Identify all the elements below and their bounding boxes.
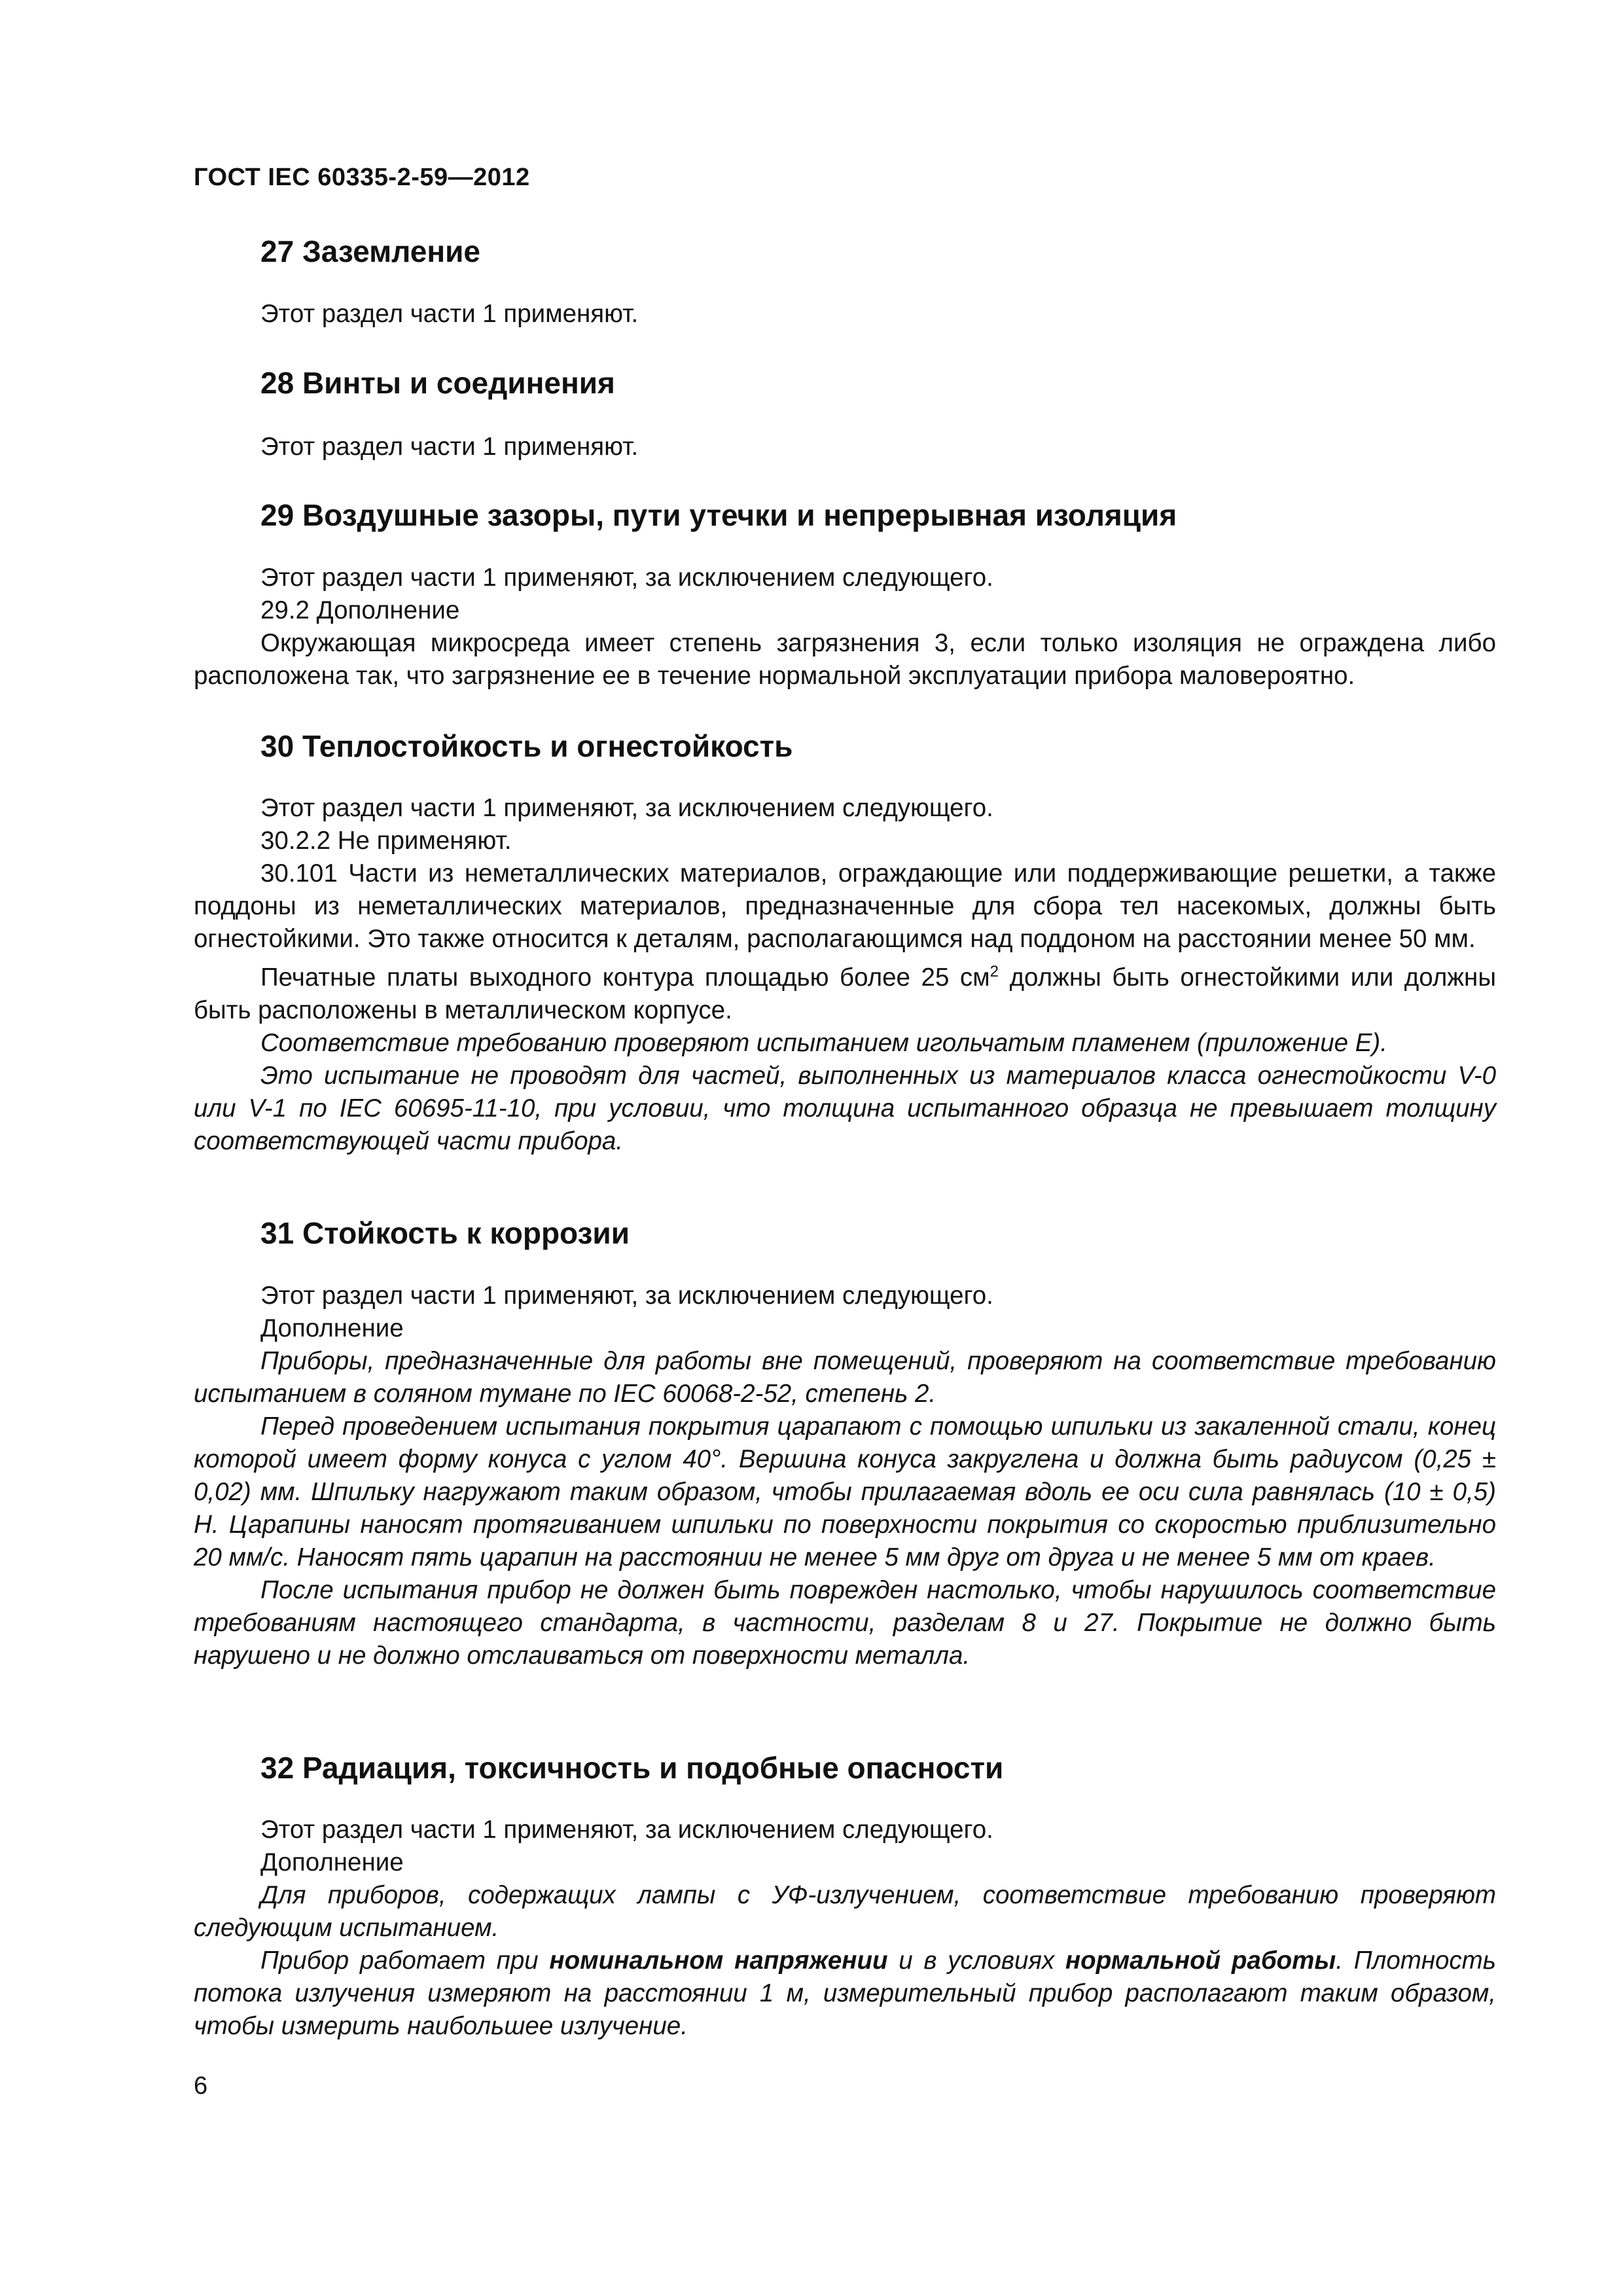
section-28-body [194, 431, 1496, 463]
defined-term: номинальном напряжении [549, 1946, 888, 1975]
paragraph: Для приборов, содержащих лампы с УФ-излучением, соответствие требованию проверяют следующим испытанием. [194, 1881, 1496, 1942]
superscript: 2 [990, 963, 999, 980]
defined-term: нормальной работы [1065, 1946, 1336, 1975]
paragraph: Это испытание не проводят для частей, выполненных из материалов класса огнестойкости V-0 или V-1 по IEC 60695-11-10, при условии, что толщина испытанного образца не превышает толщину соответствующей части прибора. [194, 1061, 1496, 1155]
paragraph: Этот раздел части 1 применяют. [260, 433, 639, 461]
paragraph: Приборы, предназначенные для работы вне помещений, проверяют на соответствие требованию испытанием в соляном тумане по IEC 60068-2-52, степень 2. [194, 1347, 1496, 1408]
paragraph-text: Печатные платы выходного контура площадью более 25 см [260, 963, 990, 992]
paragraph: Этот раздел части 1 применяют, за исключением следующего. [260, 564, 993, 592]
section-29-title: 29 Воздушные зазоры, пути утечки и непрерывная изоляция [260, 498, 1177, 532]
section-29-body [194, 562, 1496, 692]
paragraph: Перед проведением испытания покрытия царапают с помощью шпильки из закаленной стали, конец которой имеет форму конуса с углом 40°. Вершина конуса закруглена и должна быть радиусом (0,25 ± 0,02) мм. Шпильку нагружают таким образом, чтобы прилагаемая вдоль ее оси сила равнялась (10 ± 0,5) Н. Царапины наносят протягиванием шпильки по поверхности покрытия со скоростью приблизительно 20 мм/с. Наносят пять царапин на расстоянии не менее 5 мм друг от друга и не менее 5 мм от краев. [194, 1412, 1496, 1571]
paragraph: Окружающая микросреда имеет степень загрязнения 3, если только изоляция не ограждена либо расположена так, что загрязнение ее в течение нормальной эксплуатации прибора маловероятно. [194, 629, 1496, 690]
section-31-body [194, 1280, 1496, 1672]
paragraph: Соответствие требованию проверяют испытанием игольчатым пламенем (приложение Е). [260, 1028, 1387, 1057]
section-30-title: 30 Теплостойкость и огнестойкость [260, 729, 793, 763]
paragraph: Дополнение [260, 1848, 404, 1876]
paragraph-text: . Плотность потока излучения измеряют на расстоянии 1 м, измерительный прибор располагают таким образом, чтобы измерить наибольшее излучение. [194, 1946, 1496, 2040]
section-32-body [194, 1814, 1496, 2043]
section-32-title: 32 Радиация, токсичность и подобные опасности [260, 1751, 1004, 1785]
section-31-title: 31 Стойкость к коррозии [260, 1216, 630, 1250]
section-30-body [194, 792, 1496, 1158]
paragraph-text: Прибор работает при [260, 1946, 550, 1975]
document-code-header: ГОСТ IEC 60335-2-59—2012 [194, 164, 530, 191]
paragraph: Дополнение [260, 1314, 404, 1342]
paragraph: Этот раздел части 1 применяют, за исключением следующего. [260, 794, 993, 822]
paragraph: 30.101 Части из неметаллических материалов, ограждающие или поддерживающие решетки, а также поддоны из неметаллических материалов, предназначенные для сбора тел насекомых, должны быть огнестойкими. Это также относится к деталям, располагающимся над поддоном на расстоянии менее 50 мм. [194, 859, 1496, 953]
paragraph [194, 1945, 1496, 2043]
section-27-body [194, 298, 1496, 331]
section-28-title: 28 Винты и соединения [260, 366, 615, 400]
paragraph [194, 956, 1496, 1027]
section-27-title: 27 Заземление [260, 234, 481, 268]
paragraph: Этот раздел части 1 применяют, за исключением следующего. [260, 1816, 993, 1844]
paragraph-text: и в условиях [887, 1946, 1065, 1975]
paragraph: Этот раздел части 1 применяют, за исключением следующего. [260, 1282, 993, 1310]
paragraph-text: должны быть огнестойкими или должны быть расположены в металлическом корпусе. [194, 963, 1496, 1024]
page-number: 6 [194, 2072, 208, 2100]
paragraph: Этот раздел части 1 применяют. [260, 300, 639, 328]
paragraph: 30.2.2 Не применяют. [260, 827, 512, 855]
paragraph: 29.2 Дополнение [260, 596, 460, 624]
paragraph: После испытания прибор не должен быть поврежден настолько, чтобы нарушилось соответствие требованиям настоящего стандарта, в частности, разделам 8 и 27. Покрытие не должно быть нарушено и не должно отслаиваться от поверхности металла. [194, 1576, 1496, 1670]
